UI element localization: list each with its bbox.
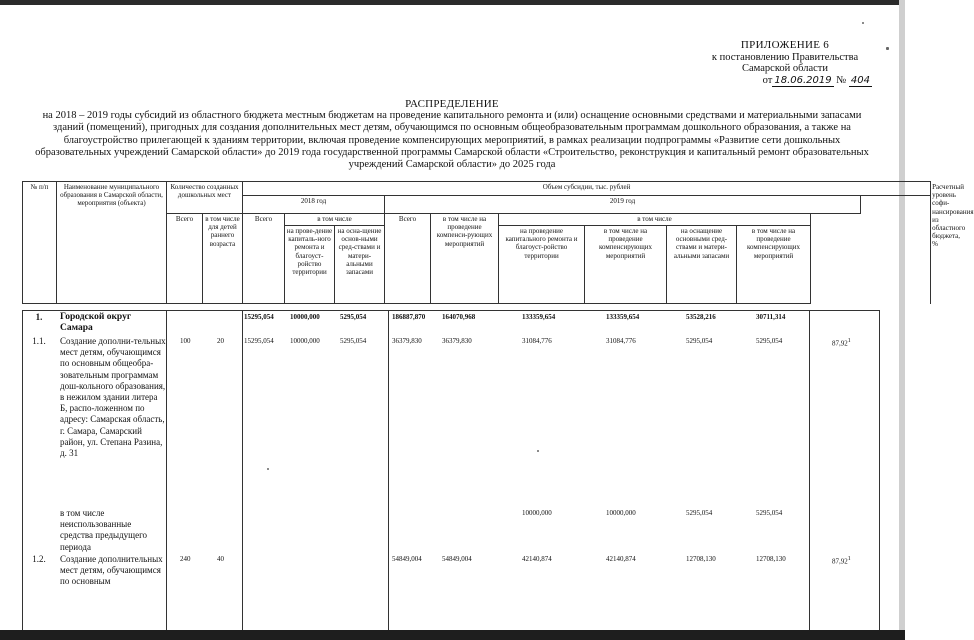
scan-edge-right [899, 0, 905, 640]
row11-2018-equip: 5295,054 [340, 337, 367, 345]
appendix-line1: к постановлению Правительства [711, 51, 859, 63]
header-2019-repair-comp: в том числе на проведение компенсирующих мероприятий [585, 226, 667, 304]
col-line [22, 310, 23, 630]
row11-2019-equip-comp: 5295,054 [756, 337, 783, 345]
row11b-2019-equip: 5295,054 [686, 509, 713, 517]
heading-line1: на 2018 – 2019 годы субсидий из областного бюджета местным бюджетам на проведение капитального ремонта и (или) оснащение основными средствами и материальными запасами [42, 110, 862, 122]
row1-2019-equip: 53528,216 [686, 313, 716, 321]
row11-2019-total: 36379,830 [392, 337, 422, 345]
header-2018-total: Всего [243, 214, 285, 304]
row11-2019-equip: 5295,054 [686, 337, 713, 345]
heading-line4: образовательных учреждений Самарской области» до 2019 года государственной программы Самарской области «Строительство, реконструкция и капитальный ремонт образовательных [35, 146, 869, 158]
row12-places-early: 40 [217, 555, 224, 563]
appendix-title: ПРИЛОЖЕНИЕ 6 [740, 39, 830, 51]
header-volume: Объем субсидии, тыс. рублей [243, 182, 931, 196]
header-2019-comp: в том числе на проведение компенси-рующих мероприятий [431, 214, 499, 304]
row1-2018-repair: 10000,000 [290, 313, 320, 321]
number-sign: № [836, 74, 847, 86]
row12-places-total: 240 [180, 555, 191, 563]
row1-num: 1. [35, 312, 43, 322]
row12-2019-equip: 12708,130 [686, 555, 716, 563]
row1-2019-repair-comp: 133359,654 [606, 313, 640, 321]
scan-speck [862, 22, 864, 24]
header-name: Наименование муниципального образования в Самарской области, мероприятия (объекта) [57, 182, 167, 304]
row12-2019-repair: 42140,874 [522, 555, 552, 563]
date-prefix: от [762, 74, 773, 86]
header-2018: 2018 год [243, 196, 385, 214]
row11b-2019-repair-comp: 10000,000 [606, 509, 636, 517]
row1-2019-comp: 164070,968 [442, 313, 476, 321]
document-title: РАСПРЕДЕЛЕНИЕ [405, 98, 499, 110]
row12-2019-repair-comp: 42140,874 [606, 555, 636, 563]
header-num: № п/п [23, 182, 57, 304]
heading-line5: учреждений Самарской области» до 2025 года [348, 159, 556, 171]
header-2019-equip: на оснащение основными сред-ствами и матери-альными запасами [667, 226, 737, 304]
appendix-line2: Самарской области [742, 63, 828, 74]
scan-edge-bottom [0, 630, 905, 640]
header-2019-repair: на проведение капитального ремонта и благоуст-ройство территории [499, 226, 585, 304]
col-line [166, 310, 167, 630]
scan-speck [537, 450, 539, 452]
row1-2019-repair: 133359,654 [522, 313, 556, 321]
col-line [809, 310, 810, 630]
row12-2019-comp: 54849,004 [442, 555, 472, 563]
header-2019-equip-comp: в том числе на проведение компенсирующих мероприятий [737, 226, 811, 304]
col-line [879, 310, 880, 630]
header-2018-repair: на прове-дение капиталь-ного ремонта и благоуст-ройство территории [285, 226, 335, 304]
handwritten-date: 18.06.2019 [774, 74, 832, 86]
appendix-dateline [690, 75, 880, 87]
col-line [242, 310, 243, 630]
scan-speck [267, 468, 269, 470]
distribution-table-body [22, 310, 880, 630]
header-2019: 2019 год [385, 196, 861, 214]
heading-line3: благоустройство прилегающей к зданиям территории, включая проведение компенсирующих мероприятий, в рамках реализации подпрограммы «Развитие сети дошкольных [63, 134, 841, 146]
row12-num: 1.2. [32, 554, 46, 564]
row1-2019-total: 186887,870 [392, 313, 426, 321]
row12-2019-total: 54849,004 [392, 555, 422, 563]
header-2018-equip: на осна-щение основ-ными сред-ствами и матери-альными запасами [335, 226, 385, 304]
row12-level [832, 554, 851, 566]
row11-num: 1.1. [32, 336, 46, 346]
row11b-2019-equip-comp: 5295,054 [756, 509, 783, 517]
handwritten-number: 404 [850, 74, 870, 86]
row11-level [832, 336, 851, 348]
row12-name: Создание дополнительных мест детям, обучающимся по основным [60, 554, 163, 587]
appendix-block [690, 40, 880, 86]
distribution-table-header: № п/п Наименование муниципального образования в Самарской области, мероприятия (объекта) Количество созданных дошкольных мест Объем субсидии, тыс. рублей Расчетный уровень софи-нансирования из областного бюджета, % 2018 год 2019 год Всего в том числе для детей раннего возраста Всего в том числе Всего в том числе на проведение компенси-рующих мероприятий в том числе на прове-дение капиталь-ного ремонта и благоуст-ройство территории на осна-щение основ-ными сред-ствами и матери-альными запасами на проведение капитального ремонта и благоуст-ройство территории в том числе на проведение компенсирующих мероприятий на оснащение основными сред-ствами и матери-альными запасами в том числе на проведение компенсирующих мероприятий [22, 181, 931, 304]
document-heading [22, 98, 882, 171]
row11-2019-comp: 36379,830 [442, 337, 472, 345]
header-2019-incl: в том числе [499, 214, 811, 226]
header-2018-incl: в том числе [285, 214, 385, 226]
row11-2019-repair-comp: 31084,776 [606, 337, 636, 345]
col-line [388, 310, 389, 630]
row1-name: Городской округ Самара [60, 312, 132, 334]
heading-line2: зданий (помещений), пригодных для создания дополнительных мест детям, обучающимся по основным общеобразовательным программам дошкольного образования, а также на [53, 122, 851, 134]
row12-2019-equip-comp: 12708,130 [756, 555, 786, 563]
row11-places-total: 100 [180, 337, 191, 345]
header-places: Количество созданных дошкольных мест [167, 182, 243, 214]
row1-2019-equip-comp: 30711,314 [756, 313, 786, 321]
header-2019-total: Всего [385, 214, 431, 304]
row1-2018-equip: 5295,054 [340, 313, 367, 321]
row11-2018-repair: 10000,000 [290, 337, 320, 345]
row11-footnote-mark: 1 [847, 338, 851, 344]
header-places-total: Всего [167, 214, 203, 304]
row1-2018-total: 15295,054 [244, 313, 274, 321]
row11-name: Создание дополни-тельных мест детям, обучающимся по основным общеобра-зовательным программам дош-кольного образования, в нежилом здании литера Б, распо-ложенном по адресу: Самарская область, г. Самара, Самарский район, ул. Степана Разина, д. 31 [60, 336, 166, 459]
scan-speck [886, 47, 889, 50]
row11-places-early: 20 [217, 337, 224, 345]
scan-edge-top [0, 0, 905, 5]
row-divider [22, 310, 880, 311]
row11b-2019-repair: 10000,000 [522, 509, 552, 517]
header-places-early: в том числе для детей раннего возраста [203, 214, 243, 304]
row11-2018-total: 15295,054 [244, 337, 274, 345]
row11-2019-repair: 31084,776 [522, 337, 552, 345]
row12-level-value: 87,92 [832, 557, 848, 566]
row11b-name: в том числе неиспользованные средства предыдущего периода [60, 508, 148, 552]
row11-level-value: 87,92 [832, 339, 848, 348]
row12-footnote-mark: 1 [847, 556, 851, 562]
